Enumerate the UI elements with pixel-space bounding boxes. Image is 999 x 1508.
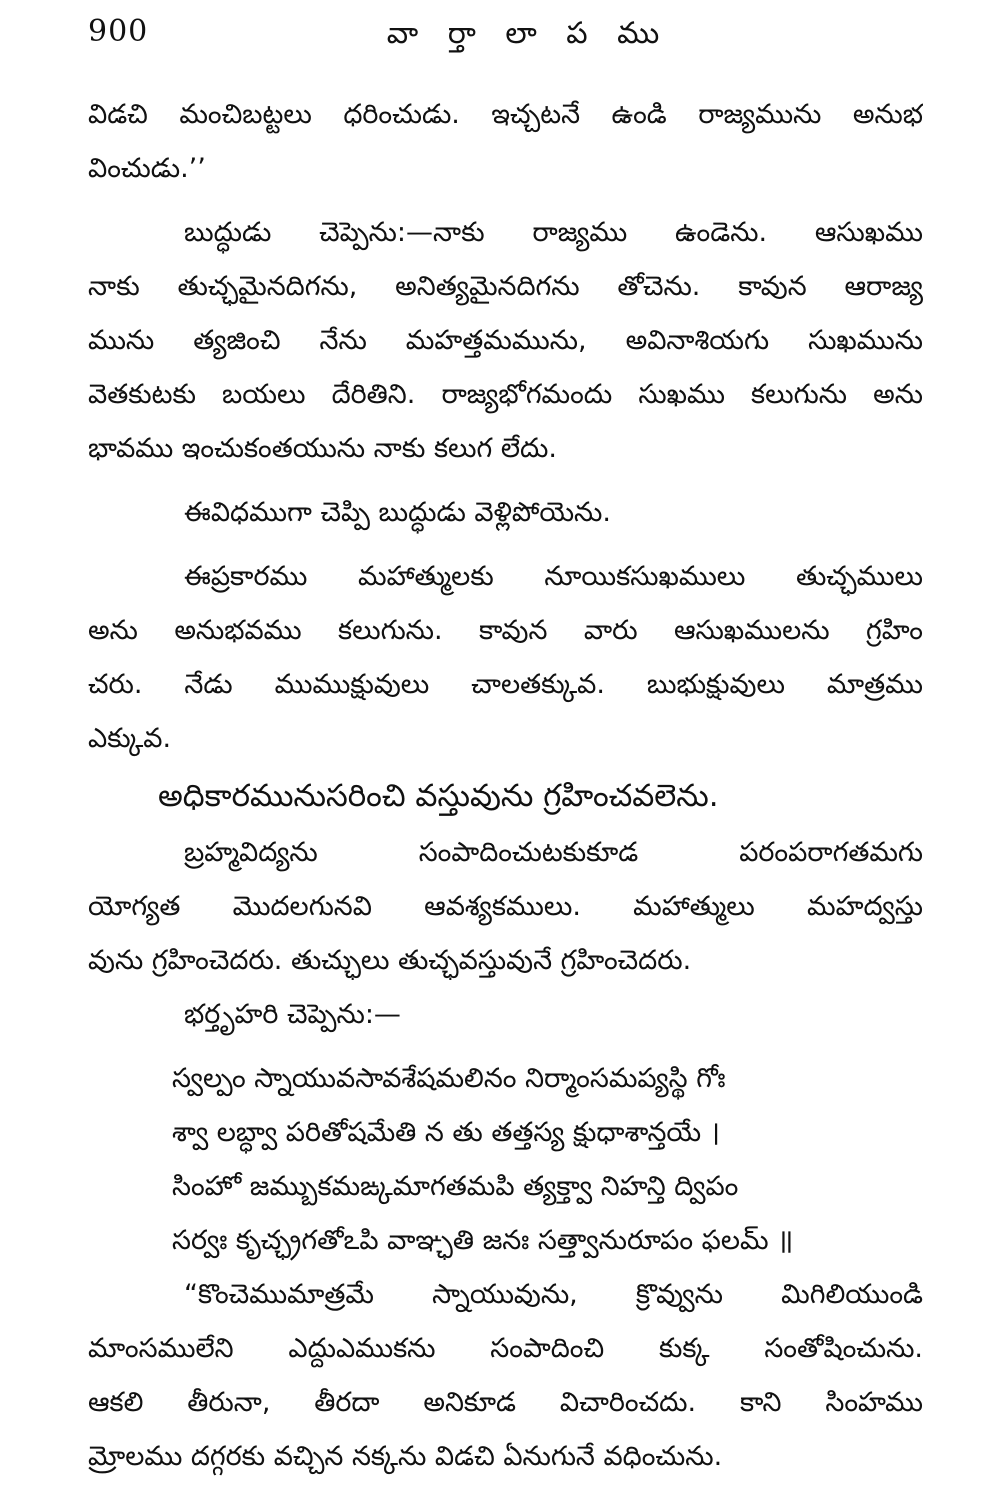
paragraph-2 xyxy=(88,206,923,476)
verse-line: సింహో జమ్బుకమఙ్కమాగతమపి త్యక్త్వా నిహన్తి ద్విపం xyxy=(172,1171,739,1202)
text-line: నాకు తుచ్ఛమైనదిగను, అనిత్యమైనదిగను తోచెను. కావున ఆరాజ్య xyxy=(88,271,923,302)
paragraph-5 xyxy=(88,826,923,988)
text-line: మాంసములేని ఎద్దుఎముకను సంపాదించి కుక్క సంతోషించును. xyxy=(88,1333,923,1364)
text-line: ఎక్కువ. xyxy=(88,723,172,754)
verse-line: స్వల్పం స్నాయువసావశేషమలినం నిర్మాంసమప్యస్థి గోః xyxy=(172,1063,726,1094)
text-line: భావము ఇంచుకంతయును నాకు కలుగ లేదు. xyxy=(88,433,557,464)
paragraph-6 xyxy=(88,988,923,1042)
paragraph-7 xyxy=(88,1268,923,1484)
paragraph-4 xyxy=(88,550,923,766)
text-line: “కొంచెముమాత్రమే స్నాయువును, క్రొవ్వును మిగిలియుండి xyxy=(184,1279,923,1310)
paragraph-3 xyxy=(88,486,923,540)
text-line: అను అనుభవము కలుగును. కావున వారు ఆసుఖములను గ్రహిం xyxy=(88,615,923,646)
text-line: ఈవిధముగా చెప్పి బుద్ధుడు వెళ్లిపోయెను. xyxy=(184,497,611,528)
text-line: విడచి మంచిబట్టలు ధరించుడు. ఇచ్చటనే ఉండి రాజ్యమును అనుభ xyxy=(88,99,923,130)
running-title: వా ర్తా లా ప ము xyxy=(386,16,670,51)
text-line: ఆకలి తీరునా, తీరదా అనికూడ విచారించదు. కాని సింహము xyxy=(88,1387,923,1418)
page-number: 900 xyxy=(88,14,149,49)
text-line: మును త్యజించి నేను మహత్తమమును, అవినాశియగు సుఖమును xyxy=(88,325,923,356)
verse-line: శ్వా లబ్ధ్వా పరితోషమేతి న తు తత్తస్య క్షుధాశాన్తయే । xyxy=(172,1117,720,1148)
text-line: బ్రహ్మవిద్యను సంపాదించుటకుకూడ పరంపరాగతమగు xyxy=(184,837,923,868)
section-heading: అధికారమునుసరించి వస్తువును గ్రహించవలెను. xyxy=(158,778,719,814)
sanskrit-verse xyxy=(88,1052,923,1268)
text-line: వెతకుటకు బయలు దేరితిని. రాజ్యభోగమందు సుఖము కలుగును అను xyxy=(88,379,923,410)
verse-line: సర్వః కృచ్ఛ్రగతోఽపి వాఞ్ఛతి జనః సత్త్వానురూపం ఫలమ్ ॥ xyxy=(172,1225,794,1256)
text-line: భర్తృహరి చెప్పెను:— xyxy=(184,999,401,1030)
text-line: బుద్ధుడు చెప్పెను:—నాకు రాజ్యము ఉండెను. ఆసుఖము xyxy=(184,217,923,248)
text-line: చరు. నేడు ముముక్షువులు చాలతక్కువ. బుభుక్షువులు మాత్రము xyxy=(88,669,923,700)
text-line: యోగ్యత మొదలగునవి ఆవశ్యకములు. మహాత్ములు మహద్వస్తు xyxy=(88,891,923,922)
text-line: వును గ్రహించెదరు. తుచ్ఛులు తుచ్ఛవస్తువునే గ్రహించెదరు. xyxy=(88,945,692,976)
page-header xyxy=(88,14,923,66)
paragraph-1 xyxy=(88,88,923,196)
text-line: ఈప్రకారము మహాత్ములకు నూయికసుఖములు తుచ్ఛములు xyxy=(184,561,923,592)
page-body xyxy=(88,88,923,1484)
text-line: వించుడు.’’ xyxy=(88,153,206,184)
text-line: మ్రోలము దగ్గరకు వచ్చిన నక్కను విడచి ఏనుగునే వధించును. xyxy=(88,1441,723,1472)
